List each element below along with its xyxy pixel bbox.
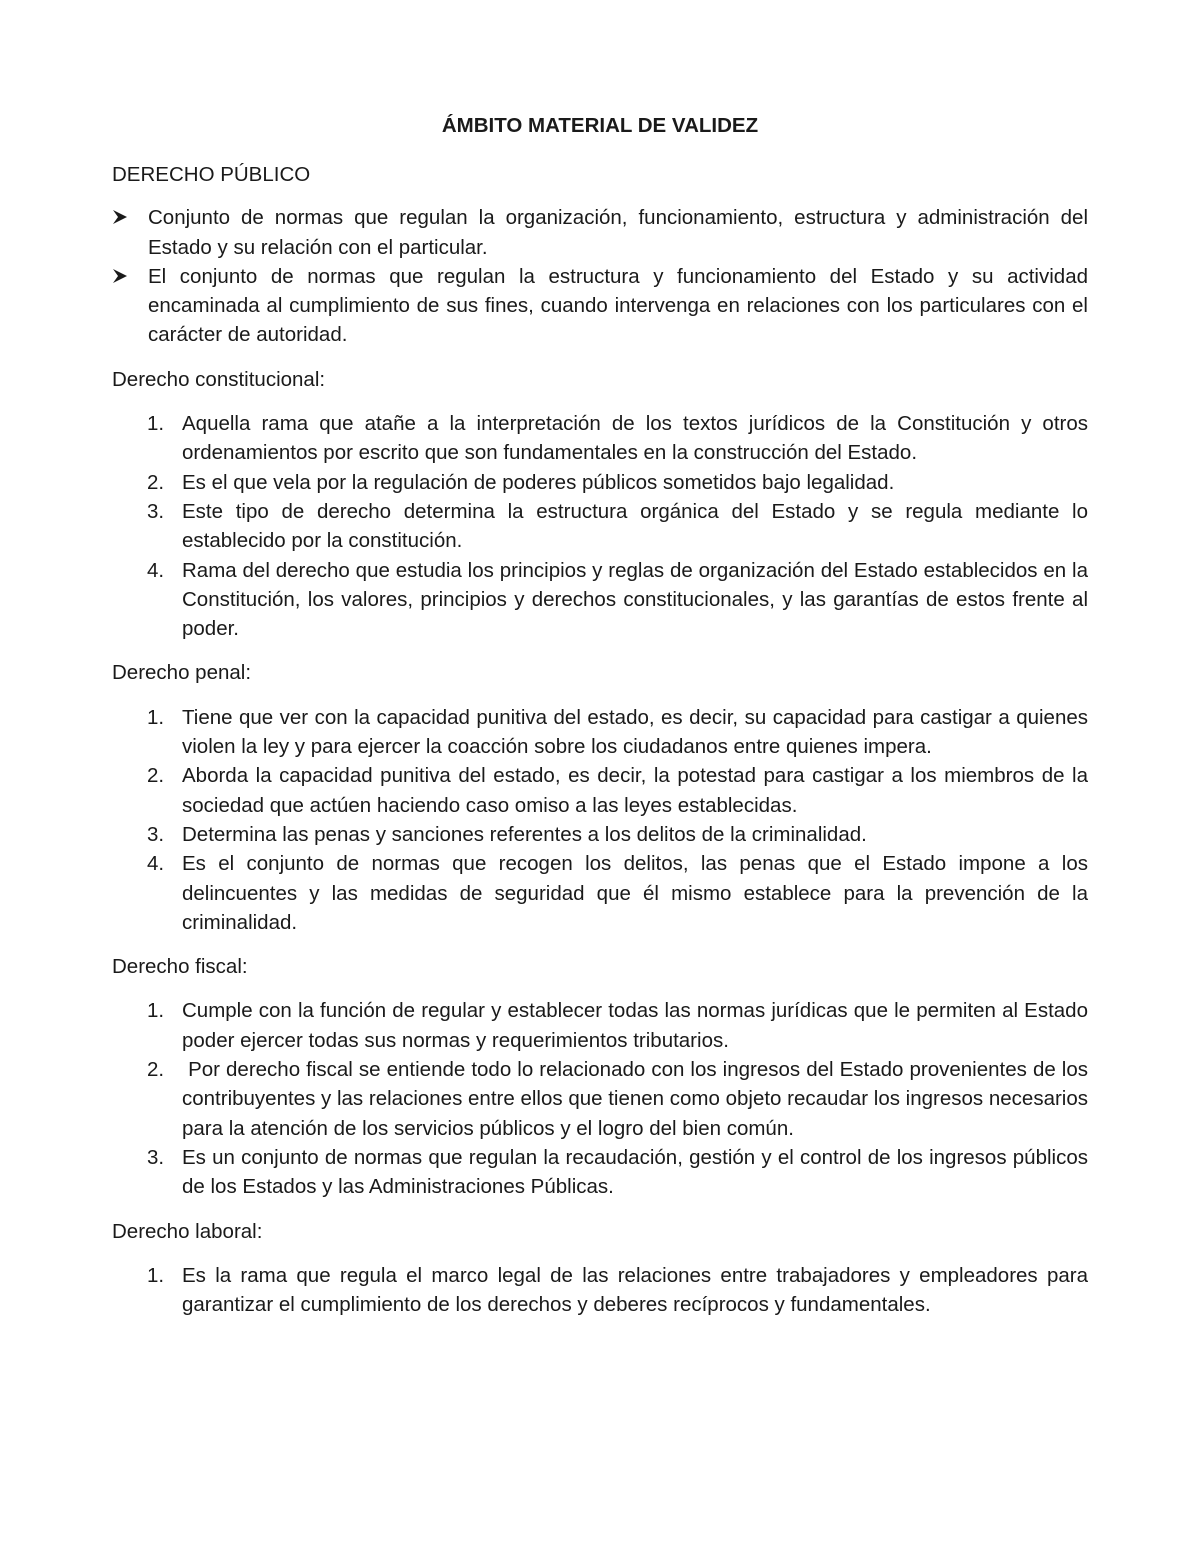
item-number: 4. <box>147 852 165 876</box>
list-item <box>112 820 1088 849</box>
item-number: 3. <box>147 822 165 846</box>
item-number: 1. <box>147 999 165 1023</box>
item-text: Es la rama que regula el marco legal de las relaciones entre trabajadores y empleadores para garantizar el cumplimiento de los derechos y deberes recíprocos y fundamentales. <box>182 1263 1088 1317</box>
arrow-bullet-icon <box>112 262 132 291</box>
arrow-bullet-icon <box>112 203 132 232</box>
item-number: 1. <box>147 412 165 436</box>
item-number: 4. <box>147 558 165 582</box>
list-item <box>112 996 1088 1055</box>
constitutional-list <box>112 409 1088 643</box>
bullet-text: El conjunto de normas que regulan la estructura y funcionamiento del Estado y su actividad encaminada al cumplimiento de sus fines, cuando intervenga en relaciones con los particulares con el carácter de autoridad. <box>148 264 1088 347</box>
list-item <box>112 849 1088 937</box>
list-item <box>112 556 1088 644</box>
bullet-text: Conjunto de normas que regulan la organización, funcionamiento, estructura y administración del Estado y su relación con el particular. <box>148 206 1088 259</box>
item-text: Aquella rama que atañe a la interpretación de los textos jurídicos de la Constitución y otros ordenamientos por escrito que son fundamentales en la construcción del Estado. <box>182 412 1088 465</box>
item-text: Por derecho fiscal se entiende todo lo relacionado con los ingresos del Estado provenientes de los contribuyentes y las relaciones entre ellos que tienen como objeto recaudar los ingresos necesarios para la atención de los servicios públicos y el logro del bien común. <box>182 1058 1094 1140</box>
item-text: Rama del derecho que estudia los principios y reglas de organización del Estado establecidos en la Constitución, los valores, principios y derechos constitucionales, y las garantías de estos frente al poder. <box>182 558 1088 641</box>
item-number: 1. <box>147 705 165 729</box>
item-number: 3. <box>147 499 165 523</box>
item-number: 2. <box>147 470 165 494</box>
list-item <box>112 703 1088 762</box>
document-page <box>112 108 1094 1319</box>
section-heading-criminal: Derecho penal: <box>112 661 252 685</box>
bullet-item <box>112 203 1088 262</box>
item-text: Es un conjunto de normas que regulan la recaudación, gestión y el control de los ingresos públicos de los Estados y las Administraciones Públicas. <box>182 1145 1088 1199</box>
criminal-list <box>112 703 1088 937</box>
item-text: Tiene que ver con la capacidad punitiva del estado, es decir, su capacidad para castigar a quienes violen la ley y para ejercer la coacción sobre los ciudadanos entre quienes impera. <box>182 705 1088 759</box>
list-item <box>112 468 1088 497</box>
section-heading-labor: Derecho laboral: <box>112 1219 263 1243</box>
item-text: Determina las penas y sanciones referentes a los delitos de la criminalidad. <box>182 822 867 846</box>
public-law-bullet-list <box>112 203 1088 349</box>
section-heading-public-law: DERECHO PÚBLICO <box>112 163 311 186</box>
item-text: Es el conjunto de normas que recogen los delitos, las penas que el Estado impone a los delincuentes y las medidas de seguridad que él mismo establece para la prevención de la criminalidad. <box>182 852 1088 934</box>
list-item <box>112 1261 1088 1320</box>
document-title: ÁMBITO MATERIAL DE VALIDEZ <box>441 114 759 137</box>
fiscal-list <box>112 996 1094 1201</box>
list-item <box>112 1055 1094 1143</box>
item-number: 3. <box>147 1145 165 1169</box>
item-number: 1. <box>147 1263 165 1287</box>
list-item <box>112 497 1088 556</box>
item-text: Es el que vela por la regulación de poderes públicos sometidos bajo legalidad. <box>182 470 895 494</box>
list-item <box>112 761 1088 820</box>
list-item <box>112 409 1088 468</box>
section-heading-constitutional: Derecho constitucional: <box>112 367 326 391</box>
list-item <box>112 1143 1088 1202</box>
section-heading-fiscal: Derecho fiscal: <box>112 955 248 979</box>
bullet-item <box>112 262 1088 350</box>
labor-list <box>112 1261 1088 1320</box>
item-text: Aborda la capacidad punitiva del estado, es decir, la potestad para castigar a los miembros de la sociedad que actúen haciendo caso omiso a las leyes establecidas. <box>182 764 1088 817</box>
item-number: 2. <box>147 764 165 788</box>
item-number: 2. <box>147 1058 165 1082</box>
item-text: Cumple con la función de regular y establecer todas las normas jurídicas que le permiten al Estado poder ejercer todas sus normas y requerimientos tributarios. <box>182 999 1088 1052</box>
item-text: Este tipo de derecho determina la estructura orgánica del Estado y se regula mediante lo establecido por la constitución. <box>182 499 1088 553</box>
